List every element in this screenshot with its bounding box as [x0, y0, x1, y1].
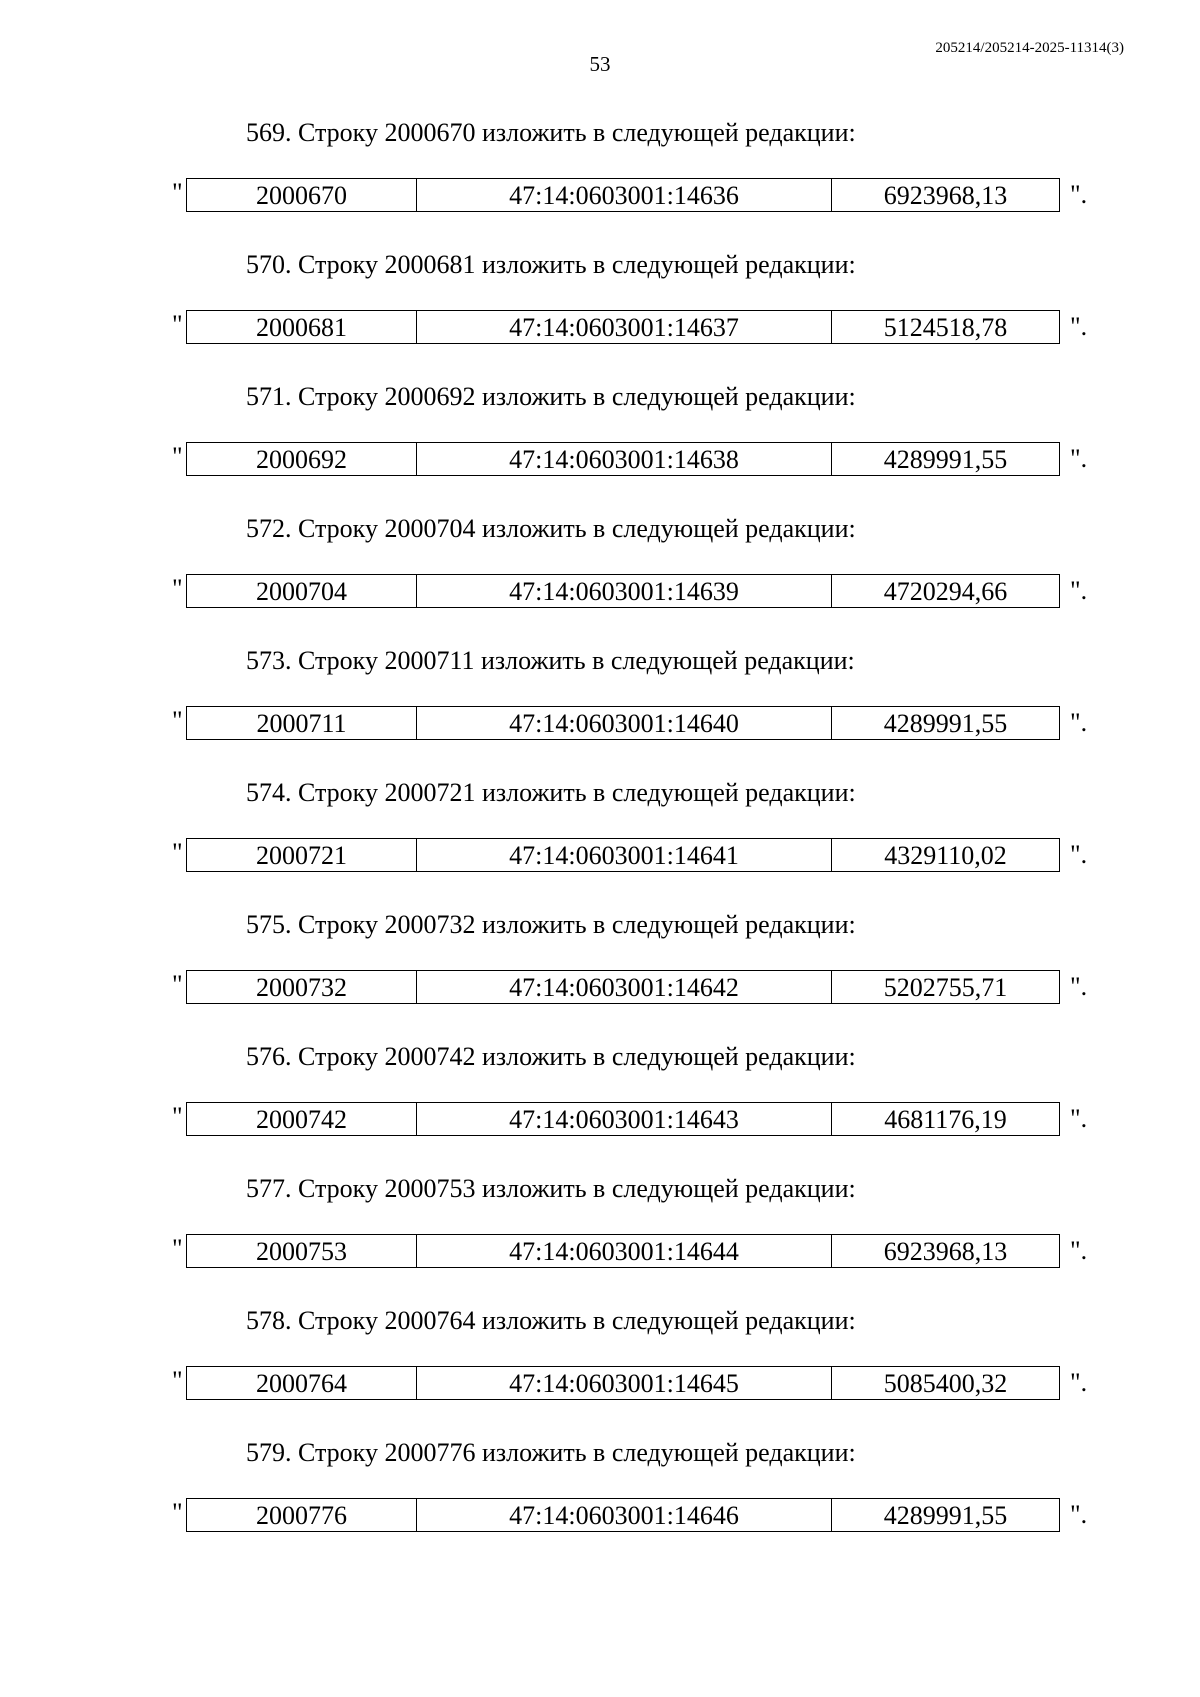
cadastral-value-cell: 4289991,55 [883, 1501, 1008, 1530]
open-quote: " [172, 838, 183, 867]
open-quote: " [172, 1234, 183, 1263]
amendment-row [0, 310, 1200, 344]
amendment-entry [0, 1306, 1200, 1438]
cadastral-number-cell: 47:14:0603001:14638 [417, 443, 832, 475]
amendment-entry [0, 514, 1200, 646]
open-quote: " [172, 310, 183, 339]
amendment-instruction: 574. Строку 2000721 изложить в следующей редакции: [246, 778, 856, 807]
amendment-entry [0, 646, 1200, 778]
cadastral-number-cell: 47:14:0603001:14640 [417, 707, 832, 739]
amendment-instruction: 579. Строку 2000776 изложить в следующей редакции: [246, 1438, 856, 1467]
row-code-cell: 2000704 [187, 575, 417, 607]
cadastral-value-cell: 5124518,78 [883, 313, 1008, 342]
open-quote: " [172, 1102, 183, 1131]
row-code-cell: 2000721 [187, 839, 417, 871]
table-row [186, 1234, 1060, 1268]
amendment-instruction: 569. Строку 2000670 изложить в следующей редакции: [246, 118, 856, 147]
amendment-row [0, 706, 1200, 740]
row-code-cell: 2000670 [187, 179, 417, 211]
close-quote: ". [1070, 840, 1088, 869]
table-row [186, 178, 1060, 212]
close-quote: ". [1070, 1368, 1088, 1397]
close-quote: ". [1070, 576, 1088, 605]
amendment-entry [0, 778, 1200, 910]
cadastral-value-cell: 4289991,55 [883, 445, 1008, 474]
cadastral-number-cell: 47:14:0603001:14643 [417, 1103, 832, 1135]
open-quote: " [172, 706, 183, 735]
table-row [186, 574, 1060, 608]
close-quote: ". [1070, 1236, 1088, 1265]
open-quote: " [172, 442, 183, 471]
cadastral-number-cell: 47:14:0603001:14637 [417, 311, 832, 343]
cadastral-value-cell: 5085400,32 [883, 1369, 1008, 1398]
cadastral-number-cell: 47:14:0603001:14645 [417, 1367, 832, 1399]
cadastral-value-cell: 4681176,19 [884, 1105, 1007, 1134]
amendment-instruction: 571. Строку 2000692 изложить в следующей редакции: [246, 382, 856, 411]
close-quote: ". [1070, 1500, 1088, 1529]
cadastral-value-cell: 4720294,66 [883, 577, 1008, 606]
amendment-entry [0, 1438, 1200, 1570]
cadastral-value-cell: 5202755,71 [883, 973, 1008, 1002]
row-code-cell: 2000742 [187, 1103, 417, 1135]
cadastral-number-cell: 47:14:0603001:14646 [417, 1499, 832, 1531]
amendment-row [0, 970, 1200, 1004]
row-code-cell: 2000692 [187, 443, 417, 475]
amendment-instruction: 578. Строку 2000764 изложить в следующей редакции: [246, 1306, 856, 1335]
amendment-instruction: 576. Строку 2000742 изложить в следующей редакции: [246, 1042, 856, 1071]
cadastral-number-cell: 47:14:0603001:14644 [417, 1235, 832, 1267]
open-quote: " [172, 178, 183, 207]
row-code-cell: 2000753 [187, 1235, 417, 1267]
table-row [186, 970, 1060, 1004]
close-quote: ". [1070, 972, 1088, 1001]
cadastral-value-cell: 4289991,55 [883, 709, 1008, 738]
amendment-row [0, 1102, 1200, 1136]
cadastral-value-cell: 6923968,13 [883, 1237, 1008, 1266]
amendment-entry [0, 382, 1200, 514]
amendment-instruction: 570. Строку 2000681 изложить в следующей редакции: [246, 250, 856, 279]
amendment-entry [0, 250, 1200, 382]
open-quote: " [172, 574, 183, 603]
table-row [186, 1498, 1060, 1532]
close-quote: ". [1070, 708, 1088, 737]
amendment-instruction: 577. Строку 2000753 изложить в следующей редакции: [246, 1174, 856, 1203]
amendment-instruction: 573. Строку 2000711 изложить в следующей редакции: [246, 646, 855, 675]
table-row [186, 1102, 1060, 1136]
page-number: 53 [589, 52, 611, 76]
document-id: 205214/205214-2025-11314(3) [935, 40, 1124, 56]
amendment-entry [0, 1042, 1200, 1174]
open-quote: " [172, 970, 183, 999]
amendment-row [0, 1366, 1200, 1400]
table-row [186, 442, 1060, 476]
cadastral-number-cell: 47:14:0603001:14642 [417, 971, 832, 1003]
cadastral-value-cell: 4329110,02 [884, 841, 1007, 870]
open-quote: " [172, 1366, 183, 1395]
amendment-instruction: 572. Строку 2000704 изложить в следующей редакции: [246, 514, 856, 543]
open-quote: " [172, 1498, 183, 1527]
table-row [186, 310, 1060, 344]
close-quote: ". [1070, 1104, 1088, 1133]
amendment-row [0, 574, 1200, 608]
row-code-cell: 2000681 [187, 311, 417, 343]
amendment-row [0, 178, 1200, 212]
amendment-instruction: 575. Строку 2000732 изложить в следующей редакции: [246, 910, 856, 939]
amendment-row [0, 442, 1200, 476]
row-code-cell: 2000711 [187, 707, 417, 739]
close-quote: ". [1070, 444, 1088, 473]
cadastral-number-cell: 47:14:0603001:14639 [417, 575, 832, 607]
cadastral-number-cell: 47:14:0603001:14636 [417, 179, 832, 211]
amendment-row [0, 1234, 1200, 1268]
row-code-cell: 2000732 [187, 971, 417, 1003]
close-quote: ". [1070, 312, 1088, 341]
table-row [186, 838, 1060, 872]
cadastral-number-cell: 47:14:0603001:14641 [417, 839, 832, 871]
amendment-row [0, 1498, 1200, 1532]
table-row [186, 706, 1060, 740]
amendment-entry [0, 118, 1200, 250]
row-code-cell: 2000776 [187, 1499, 417, 1531]
close-quote: ". [1070, 180, 1088, 209]
amendment-row [0, 838, 1200, 872]
row-code-cell: 2000764 [187, 1367, 417, 1399]
amendment-entry [0, 1174, 1200, 1306]
table-row [186, 1366, 1060, 1400]
cadastral-value-cell: 6923968,13 [883, 181, 1008, 210]
amendment-entry [0, 910, 1200, 1042]
